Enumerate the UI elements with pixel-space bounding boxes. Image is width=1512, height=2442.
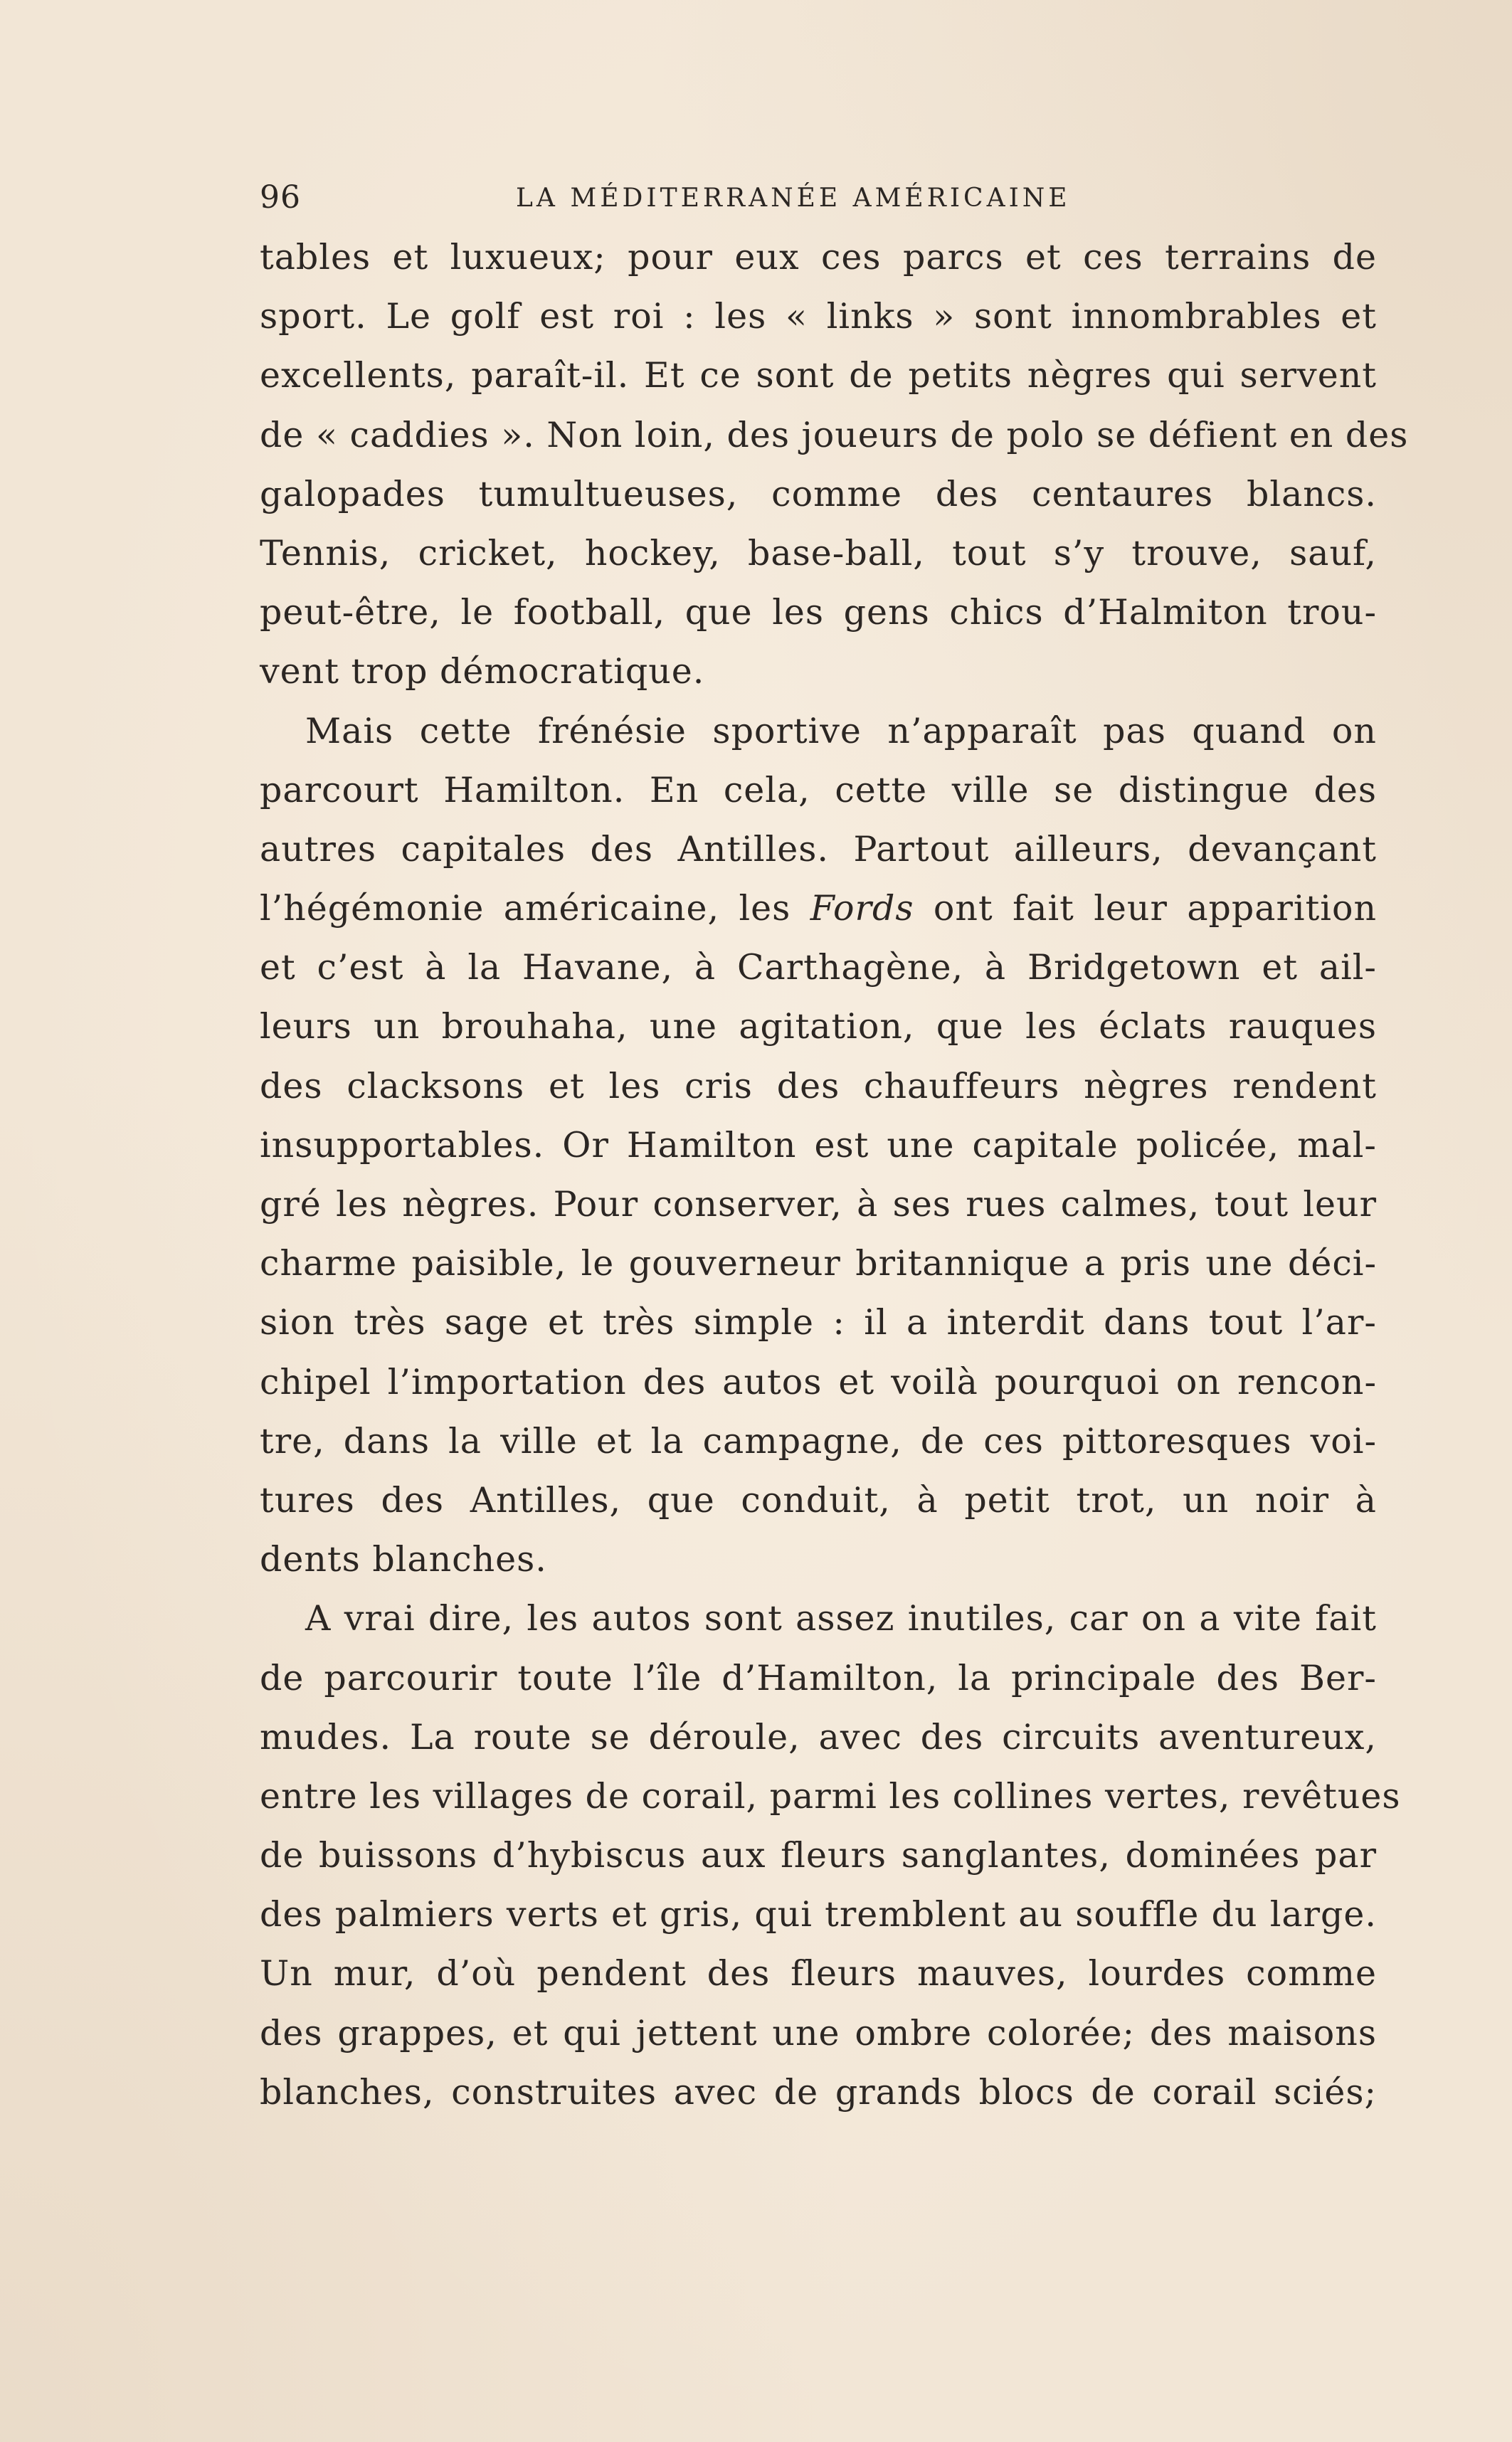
text-line: mudes. La route se déroule, avec des circuits aventureux, bbox=[260, 1716, 1377, 1758]
text-line: des palmiers verts et gris, qui tremblent au souffle du large. bbox=[260, 1894, 1377, 1935]
text-line: sion très sage et très simple : il a interdit dans tout l’ar- bbox=[260, 1302, 1377, 1343]
text-segment: ont fait leur apparition bbox=[914, 888, 1378, 929]
text-line-with-italic bbox=[260, 879, 1377, 938]
text-line: gré les nègres. Pour conserver, à ses rues calmes, tout leur bbox=[260, 1184, 1377, 1225]
text-line: parcourt Hamilton. En cela, cette ville se distingue des bbox=[260, 769, 1377, 810]
text-line: Mais cette frénésie sportive n’apparaît pas quand on bbox=[305, 710, 1377, 751]
italic-word: Fords bbox=[810, 888, 914, 929]
text-line: charme paisible, le gouverneur britannique a pris une déci- bbox=[260, 1243, 1377, 1284]
text-line: tures des Antilles, que conduit, à petit trot, un noir à bbox=[260, 1479, 1377, 1521]
text-line: de « caddies ». Non loin, des joueurs de polo se défient en des bbox=[260, 414, 1409, 455]
text-line: galopades tumultueuses, comme des centaures blancs. bbox=[260, 473, 1377, 514]
text-line: peut-être, le football, que les gens chics d’Halmiton trou- bbox=[260, 592, 1377, 633]
body-text bbox=[260, 228, 1409, 2122]
text-line: leurs un brouhaha, une agitation, que les éclats rauques bbox=[260, 1006, 1377, 1047]
text-line: des grappes, et qui jettent une ombre colorée; des maisons bbox=[260, 2012, 1377, 2054]
text-line: entre les villages de corail, parmi les collines vertes, revêtues bbox=[260, 1775, 1401, 1817]
book-page bbox=[260, 171, 1409, 2122]
page-number: 96 bbox=[260, 179, 301, 216]
text-line: tre, dans la ville et la campagne, de ces pittoresques voi- bbox=[260, 1420, 1377, 1462]
text-line: et c’est à la Havane, à Carthagène, à Bridgetown et ail- bbox=[260, 947, 1377, 988]
text-line: chipel l’importation des autos et voilà pourquoi on rencon- bbox=[260, 1361, 1377, 1402]
text-line: autres capitales des Antilles. Partout ailleurs, devançant bbox=[260, 828, 1377, 870]
text-line: vent trop démocratique. bbox=[260, 651, 705, 692]
text-line: Un mur, d’où pendent des fleurs mauves, lourdes comme bbox=[260, 1953, 1377, 1994]
text-line: tables et luxueux; pour eux ces parcs et ces terrains de bbox=[260, 237, 1377, 278]
text-line: insupportables. Or Hamilton est une capitale policée, mal- bbox=[260, 1124, 1377, 1166]
text-line: Tennis, cricket, hockey, base-ball, tout s’y trouve, sauf, bbox=[260, 532, 1377, 574]
text-line: dents blanches. bbox=[260, 1539, 547, 1580]
running-head bbox=[260, 171, 1377, 228]
text-line: excellents, paraît-il. Et ce sont de petits nègres qui servent bbox=[260, 355, 1377, 396]
text-line: de parcourir toute l’île d’Hamilton, la principale des Ber- bbox=[260, 1657, 1377, 1698]
text-line: blanches, construites avec de grands blocs de corail sciés; bbox=[260, 2071, 1377, 2113]
text-line: A vrai dire, les autos sont assez inutiles, car on a vite fait bbox=[305, 1598, 1377, 1639]
text-line: sport. Le golf est roi : les « links » sont innombrables et bbox=[260, 296, 1377, 337]
text-segment: l’hégémonie américaine, les bbox=[260, 888, 810, 929]
running-title: LA MÉDITERRANÉE AMÉRICAINE bbox=[516, 184, 1071, 213]
text-line: de buissons d’hybiscus aux fleurs sanglantes, dominées par bbox=[260, 1835, 1377, 1876]
text-line: des clacksons et les cris des chauffeurs nègres rendent bbox=[260, 1065, 1377, 1106]
